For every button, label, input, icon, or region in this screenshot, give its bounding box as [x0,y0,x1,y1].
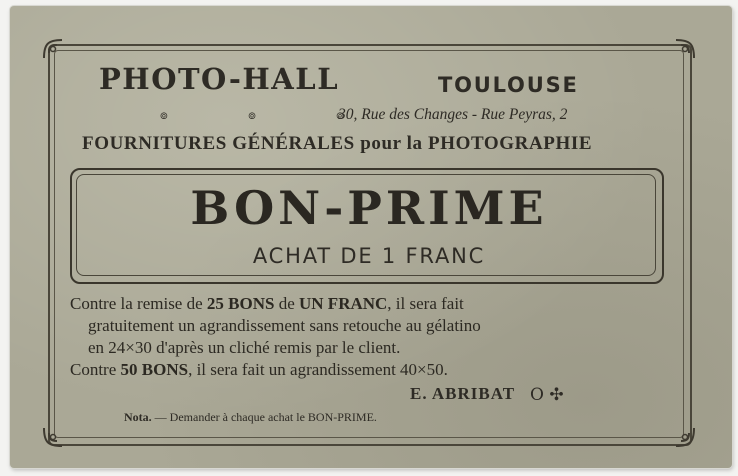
corner-ornament-icon [40,36,66,62]
terms-line [70,294,464,314]
terms-emphasis: 50 BONS [120,360,189,379]
corner-ornament-icon [672,36,698,62]
terms-line: gratuitement un agrandissement sans retouche au gélatino [88,316,481,335]
terms-text: Contre la remise de [70,294,207,313]
coupon-title: BON-PRIME [190,181,548,235]
signature-marks: O ✣ [530,385,564,405]
terms-text: , il sera fait [387,294,464,313]
footnote [124,410,377,425]
terms-emphasis: UN FRANC [299,294,388,313]
ornament-dots: ๏ ๏ ๏ [160,108,383,123]
footnote-text: — Demander à chaque achat le BON-PRIME. [151,410,377,424]
coupon-subtitle: ACHAT DE 1 FRANC [252,244,486,268]
footnote-label: Nota. [124,410,152,424]
terms-emphasis: 25 BONS [206,294,275,313]
shop-address: 30, Rue des Changes - Rue Peyras, 2 [338,106,568,123]
shop-city: TOULOUSE [438,73,579,97]
corner-ornament-icon [40,424,66,450]
corner-ornament-icon [672,424,698,450]
signature-name: E. ABRIBAT [410,384,516,403]
shop-tagline: FOURNITURES GÉNÉRALES pour la PHOTOGRAPHIE [82,133,593,154]
terms-line [70,360,448,380]
terms-text: , il sera fait un agrandissement 40×50. [188,360,448,379]
terms-text: de [274,294,299,313]
terms-line: en 24×30 d'après un cliché remis par le client. [88,338,401,357]
terms-text: Contre [70,360,121,379]
shop-title: PHOTO-HALL [99,62,340,96]
